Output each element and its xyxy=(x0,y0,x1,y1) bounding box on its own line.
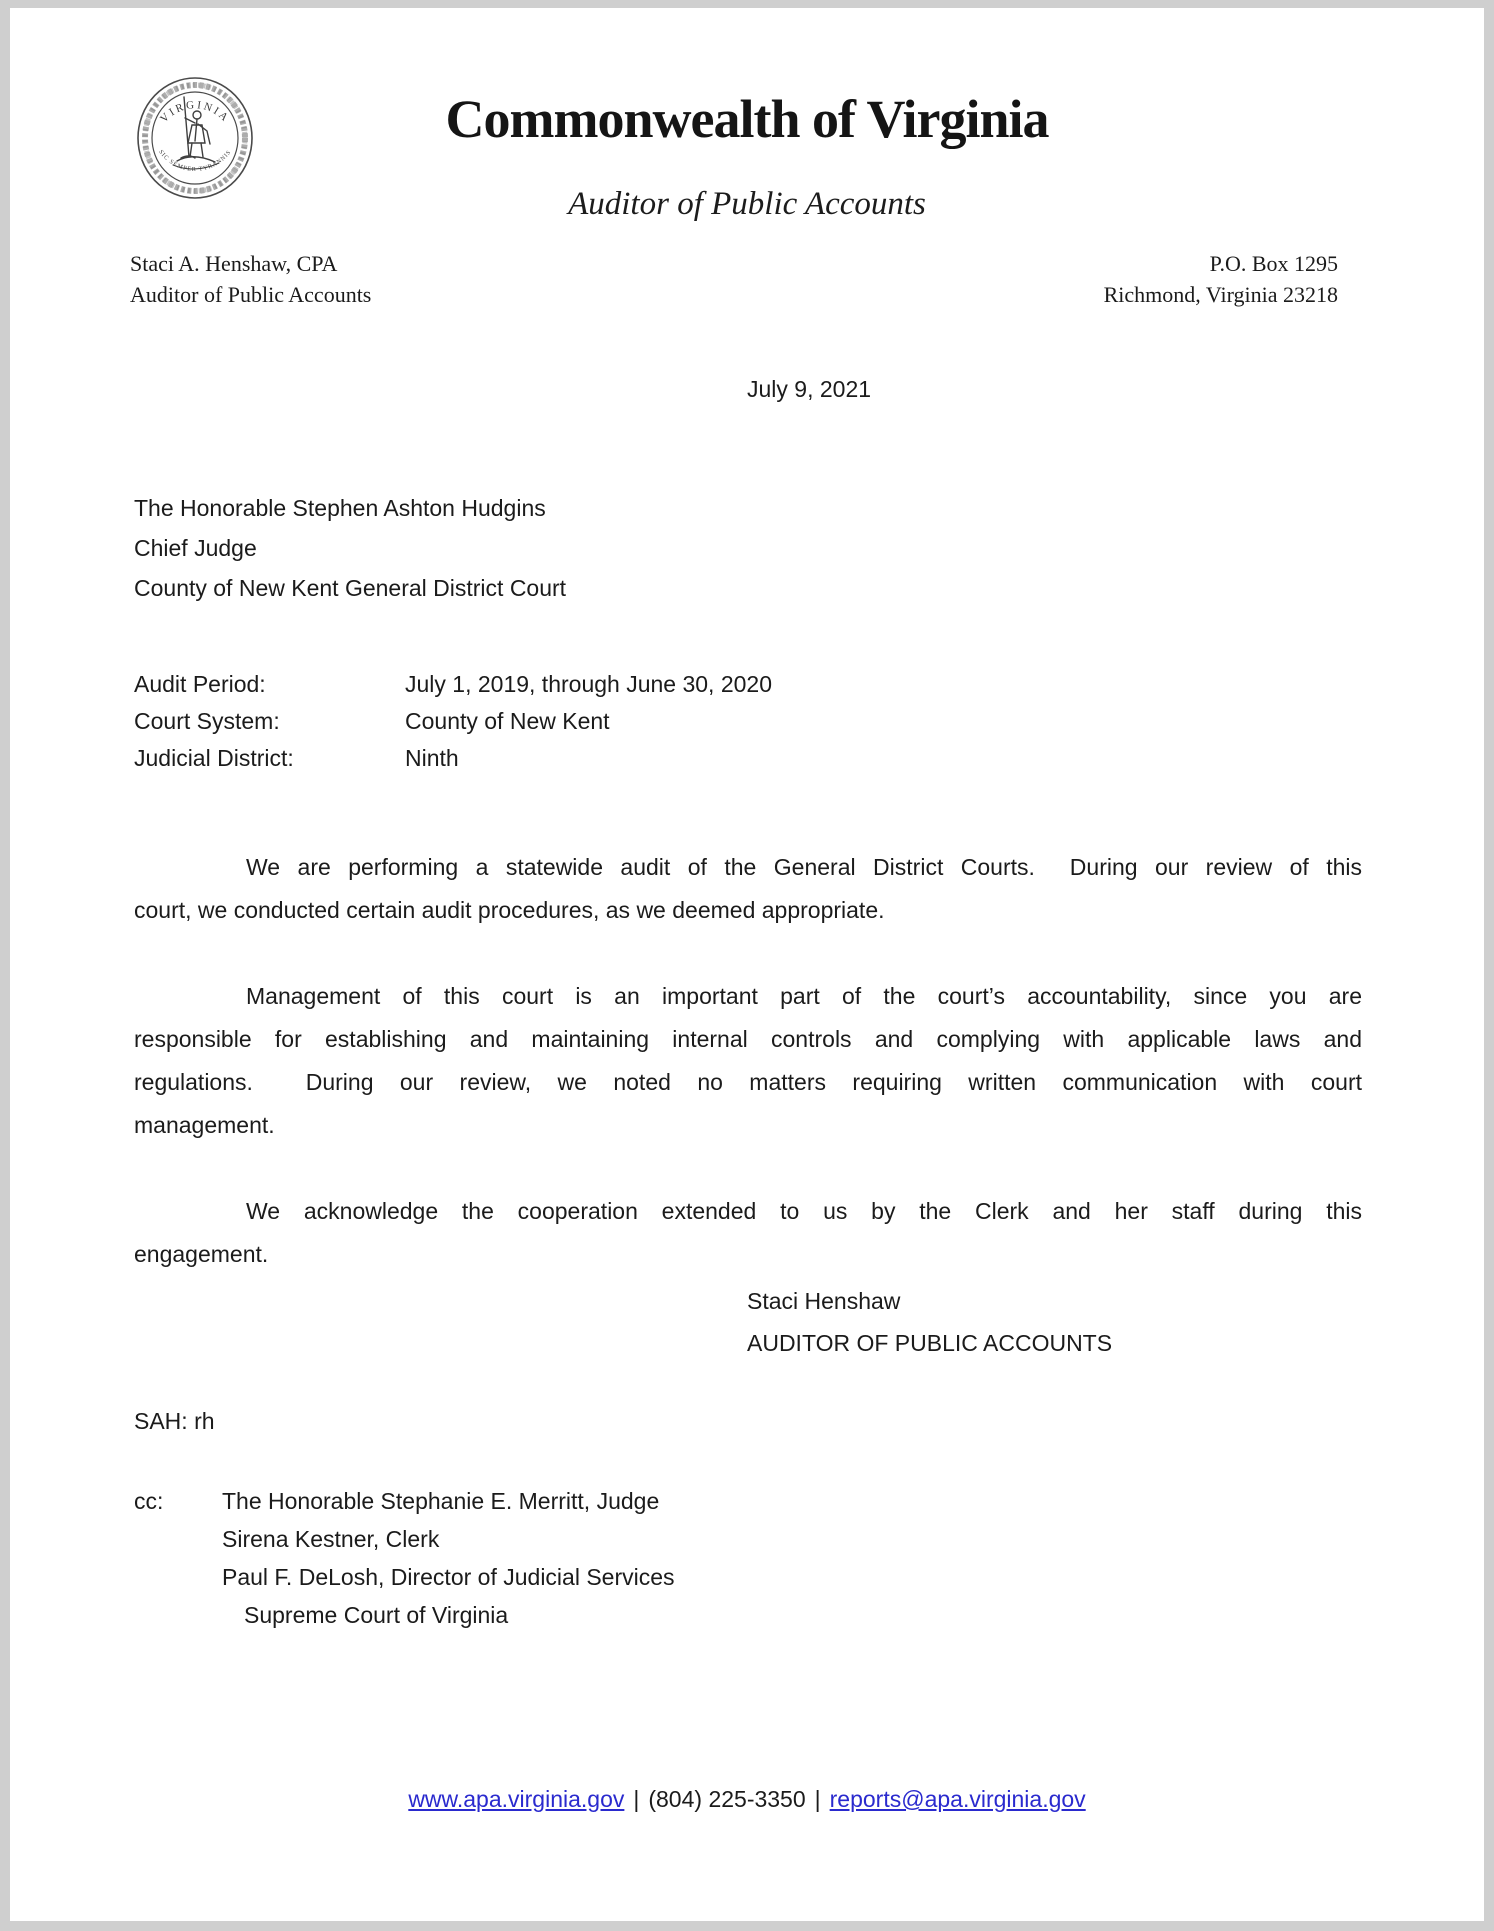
court-system-row xyxy=(134,703,772,740)
paragraph-1-line-2: court, we conducted certain audit procedures, as we deemed appropriate. xyxy=(134,897,885,923)
footer-contact-line xyxy=(10,1786,1484,1813)
cc-name-2: Sirena Kestner, Clerk xyxy=(222,1526,440,1552)
audit-period-label: Audit Period: xyxy=(134,671,266,697)
cc-name-3: Paul F. DeLosh, Director of Judicial Services xyxy=(222,1564,675,1590)
audit-info-block xyxy=(134,666,772,777)
footer-phone: (804) 225-3350 xyxy=(648,1786,806,1812)
paragraph-3-line-1: We acknowledge the cooperation extended to us by the Clerk and her staff during this xyxy=(246,1198,1362,1224)
cc-name-1: The Honorable Stephanie E. Merritt, Judge xyxy=(222,1488,660,1514)
audit-period-row xyxy=(134,666,772,703)
court-system-label: Court System: xyxy=(134,708,280,734)
recipient-title: Chief Judge xyxy=(134,535,257,561)
footer-separator-1: | xyxy=(633,1786,640,1812)
address-city: Richmond, Virginia 23218 xyxy=(1103,282,1338,307)
website-link[interactable]: www.apa.virginia.gov xyxy=(408,1786,625,1812)
judicial-district-label: Judicial District: xyxy=(134,745,294,771)
email-link[interactable]: reports@apa.virginia.gov xyxy=(829,1786,1086,1812)
paragraph-3-line-2: engagement. xyxy=(134,1241,269,1267)
letterhead-official-block xyxy=(130,248,371,310)
date-line: July 9, 2021 xyxy=(747,376,872,402)
signature-title: AUDITOR OF PUBLIC ACCOUNTS xyxy=(747,1330,1113,1356)
paragraph-2-line-1: Management of this court is an important part of the court’s accountability, since you are xyxy=(246,983,1362,1009)
letter-page xyxy=(10,8,1484,1921)
recipient-name: The Honorable Stephen Ashton Hudgins xyxy=(134,495,546,521)
letterhead-title: Commonwealth of Virginia xyxy=(445,89,1049,149)
seal-bottom-text: SIC SEMPER TYRANNIS xyxy=(157,149,233,173)
letter-body xyxy=(134,846,1362,1319)
audit-period-value: July 1, 2019, through June 30, 2020 xyxy=(405,671,773,697)
seal-top-text: VIRGINIA xyxy=(157,99,233,126)
paragraph-3 xyxy=(134,1190,1362,1276)
paragraph-2-line-4: management. xyxy=(134,1112,275,1138)
paragraph-1-line-1: We are performing a statewide audit of the General District Courts. During our review of this xyxy=(246,854,1362,880)
letterhead-subtitle: Auditor of Public Accounts xyxy=(568,186,926,222)
official-name: Staci A. Henshaw, CPA xyxy=(130,251,338,276)
footer-separator-2: | xyxy=(814,1786,821,1812)
cc-block xyxy=(134,1482,675,1634)
cc-label: cc: xyxy=(134,1488,164,1514)
official-title: Auditor of Public Accounts xyxy=(130,282,372,307)
reference-initials: SAH: rh xyxy=(134,1408,215,1434)
cc-names xyxy=(222,1482,675,1634)
court-system-value: County of New Kent xyxy=(405,708,610,734)
letterhead-address-block xyxy=(1104,248,1338,310)
paragraph-2-line-2: responsible for establishing and maintaining internal controls and complying with applicable laws and xyxy=(134,1026,1362,1052)
signature-block xyxy=(747,1280,1112,1364)
recipient-block xyxy=(134,488,566,608)
judicial-district-row xyxy=(134,740,772,777)
cc-name-4: Supreme Court of Virginia xyxy=(244,1602,509,1628)
paragraph-2-line-3: regulations. During our review, we noted no matters requiring written communication with court xyxy=(134,1069,1362,1095)
address-po-box: P.O. Box 1295 xyxy=(1209,251,1338,276)
judicial-district-value: Ninth xyxy=(405,745,459,771)
recipient-court: County of New Kent General District Court xyxy=(134,575,567,601)
paragraph-1 xyxy=(134,846,1362,932)
paragraph-2 xyxy=(134,975,1362,1147)
signature-name: Staci Henshaw xyxy=(747,1288,901,1314)
